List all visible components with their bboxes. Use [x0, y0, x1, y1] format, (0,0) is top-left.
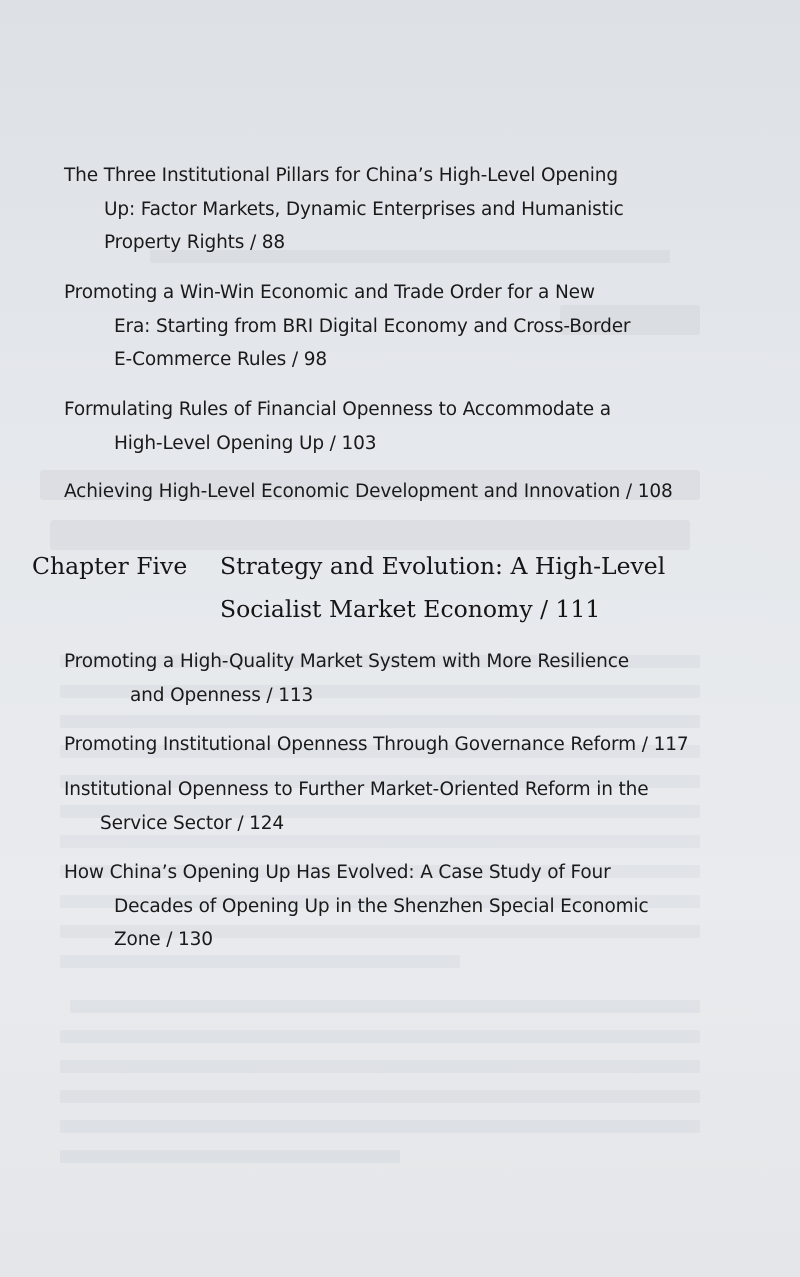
- toc-entry-financial-openness: [64, 393, 704, 460]
- toc-entry-line: Formulating Rules of Financial Openness to Accommodate a: [64, 399, 611, 420]
- toc-entry-line: How China’s Opening Up Has Evolved: A Case Study of Four: [64, 862, 611, 883]
- toc-entry-line: E-Commerce Rules / 98: [114, 349, 327, 370]
- toc-entry-service-sector: [64, 773, 704, 840]
- toc-entry-shenzhen-case-study: [64, 856, 704, 957]
- toc-entry-line: The Three Institutional Pillars for China’s High-Level Opening: [64, 165, 618, 186]
- toc-entry-line: Up: Factor Markets, Dynamic Enterprises and Humanistic: [104, 198, 624, 220]
- toc-entry-three-pillars: [64, 159, 704, 260]
- toc-entry-line: Promoting a Win-Win Economic and Trade Order for a New: [64, 282, 595, 303]
- toc-entry-line: High-Level Opening Up / 103: [114, 432, 377, 454]
- toc-entry-line: and Openness / 113: [130, 684, 314, 706]
- toc-entry-line: Decades of Opening Up in the Shenzhen Special Economic: [114, 895, 649, 917]
- chapter-title-line-2: Socialist Market Economy / 111: [220, 595, 601, 623]
- toc-entry-market-system: [64, 645, 704, 712]
- toc-entry-governance-reform: [64, 728, 704, 762]
- chapter-number: Chapter Five: [32, 552, 188, 580]
- toc-entry-win-win-order: [64, 276, 704, 377]
- toc-entry-line: Institutional Openness to Further Market-Oriented Reform in the: [64, 779, 649, 800]
- toc-entry-line: Achieving High-Level Economic Development and Innovation / 108: [64, 481, 673, 502]
- toc-entry-economic-development: [64, 475, 704, 509]
- toc-entry-line: Zone / 130: [114, 929, 213, 950]
- toc-entry-line: Service Sector / 124: [100, 812, 285, 834]
- toc-entry-line: Property Rights / 88: [104, 232, 286, 253]
- toc-entry-line: Era: Starting from BRI Digital Economy and Cross-Border: [114, 315, 631, 337]
- chapter-title-line-1: Strategy and Evolution: A High-Level: [220, 552, 666, 580]
- toc-entry-line: Promoting a High-Quality Market System with More Resilience: [64, 651, 629, 672]
- toc-entry-line: Promoting Institutional Openness Through Governance Reform / 117: [64, 734, 689, 755]
